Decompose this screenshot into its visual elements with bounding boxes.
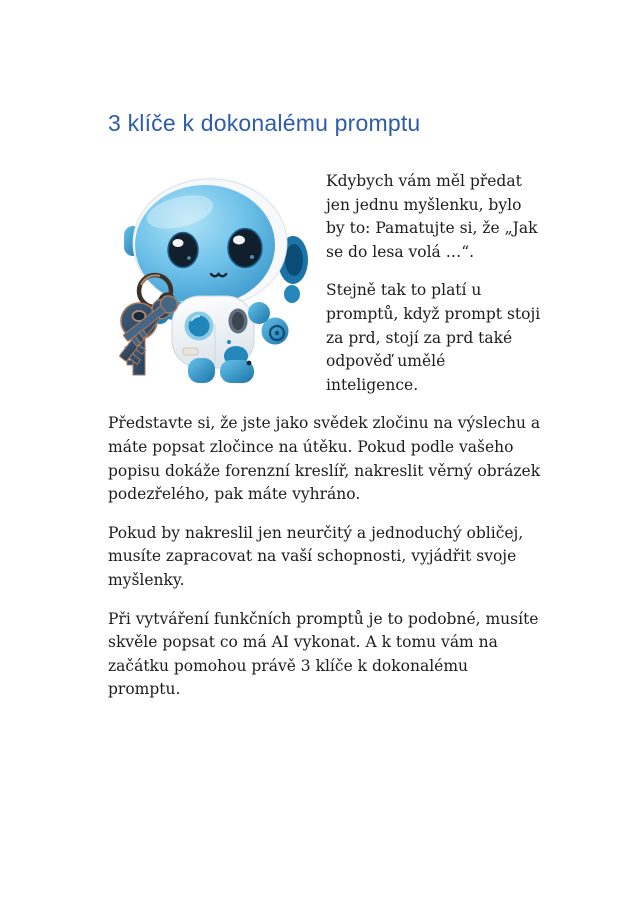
paragraph-intro: Kdybych vám měl předat jen jednu myšlenku, bylo by to: Pamatujte si, že „Jak se do lesa volá …“. — [326, 172, 538, 261]
robot-with-keys-illustration — [108, 170, 310, 385]
robot-with-keys-image — [108, 170, 310, 385]
paragraph-prompt-quality: Stejně tak to platí u promptů, když prompt stoji za prd, stojí za prd také odpověď umělé inteligence. — [326, 281, 541, 394]
page-title: 3 klíče k dokonalému promptu — [108, 110, 421, 136]
article-body — [108, 170, 542, 702]
paragraph-vague-face: Pokud by nakreslil jen neurčitý a jednoduchý obličej, musíte zapracovat na vaší schopnosti, vyjádřit svoje myšlenky. — [108, 523, 524, 589]
paragraph-witness-analogy: Představte si, že jste jako svědek zločinu na výslechu a máte popsat zločince na útěku. Pokud podle vašeho popisu dokáže forenzní kreslíř, nakreslit věrný obrázek podezřelého, pak máte vyhráno. — [108, 414, 541, 504]
robot-head — [133, 177, 287, 307]
paragraph-conclusion: Při vytváření funkčních promptů je to podobné, musíte skvěle popsat co má AI vykonat. A k tomu vám na začátku pomohou právě 3 klíče k dokonalému promptu. — [108, 609, 539, 699]
